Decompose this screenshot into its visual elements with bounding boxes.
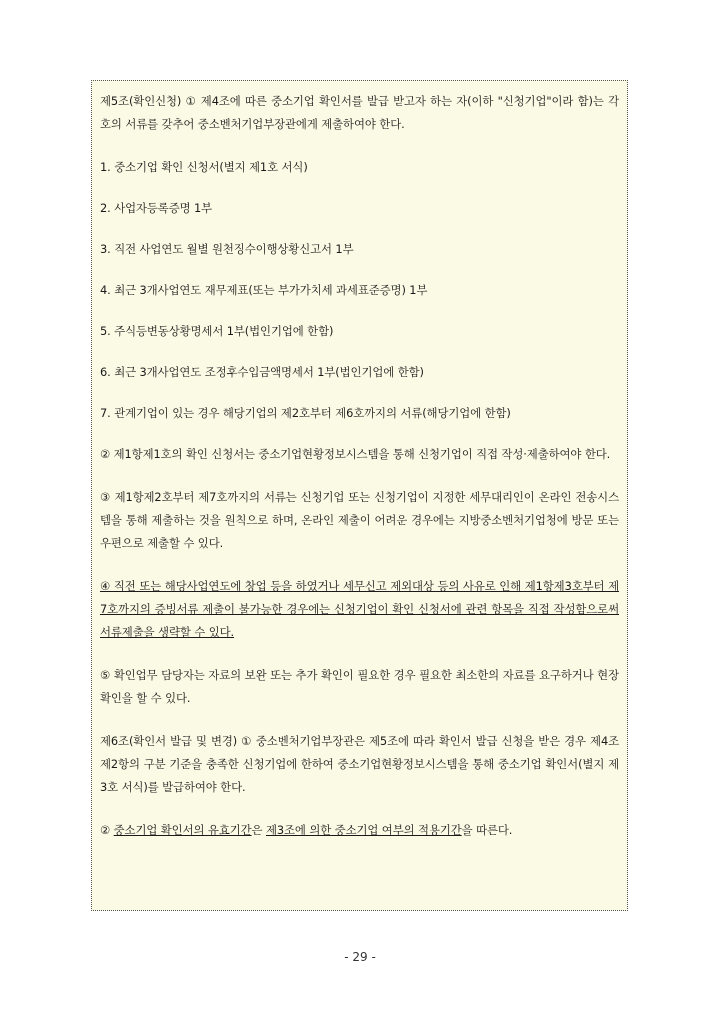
application-period-term: 제3조에 의한 중소기업 여부의 적용기간 [265, 823, 462, 837]
article6-p2-mid: 은 [251, 823, 266, 837]
article5-item-7: 7. 관계기업이 있는 경우 해당기업의 제2호부터 제6호까지의 서류(해당기업에 한함) [100, 406, 511, 420]
article5-paragraph-5: ⑤ 확인업무 담당자는 자료의 보완 또는 추가 확인이 필요한 경우 필요한 최소한의 자료를 요구하거나 현장 확인을 할 수 있다. [100, 668, 619, 705]
article5-item-3: 3. 직전 사업연도 월별 원천징수이행상황신고서 1부 [100, 242, 354, 256]
document-box [91, 80, 628, 911]
article5-paragraph-2: ② 제1항제1호의 확인 신청서는 중소기업현황정보시스템을 통해 신청기업이 직접 작성·제출하여야 한다. [100, 447, 611, 461]
article6-paragraph-2 [100, 819, 619, 842]
article5-item-5: 5. 주식등변동상황명세서 1부(법인기업에 한함) [100, 324, 334, 338]
article5-item-4: 4. 최근 3개사업연도 재무제표(또는 부가가치세 과세표준증명) 1부 [100, 283, 428, 297]
page-number: - 29 - [344, 950, 376, 964]
article6-p2-end: 을 따른다. [461, 823, 513, 837]
article5-paragraph-4: ④ 직전 또는 해당사업연도에 창업 등을 하였거나 세무신고 제외대상 등의 사유로 인해 제1항제3호부터 제7호까지의 증빙서류 제출이 불가능한 경우에는 신청기업이 확인 신청서에 관련 항목을 직접 작성함으로써 서류제출을 생략할 수 있다. [100, 579, 619, 639]
article5-paragraph-3: ③ 제1항제2호부터 제7호까지의 서류는 신청기업 또는 신청기업이 지정한 세무대리인이 온라인 전송시스템을 통해 제출하는 것을 원칙으로 하며, 온라인 제출이 어려운 경우에는 지방중소벤처기업청에 방문 또는 우편으로 제출할 수 있다. [100, 490, 619, 550]
article6-paragraph-1: 제6조(확인서 발급 및 변경) ① 중소벤처기업부장관은 제5조에 따라 확인서 발급 신청을 받은 경우 제4조제2항의 구분 기준을 충족한 신청기업에 한하여 중소기업현황정보시스템을 통해 중소기업 확인서(별지 제3호 서식)를 발급하여야 한다. [100, 734, 619, 794]
article6-p2-prefix: ② [100, 823, 114, 837]
article5-item-2: 2. 사업자등록증명 1부 [100, 201, 213, 215]
validity-period-term: 중소기업 확인서의 유효기간 [113, 823, 252, 837]
article5-item-1: 1. 중소기업 확인 신청서(별지 제1호 서식) [100, 160, 308, 174]
article5-paragraph-1: 제5조(확인신청) ① 제4조에 따른 중소기업 확인서를 발급 받고자 하는 자(이하 "신청기업"이라 함)는 각 호의 서류를 갖추어 중소벤처기업부장관에게 제출하여야 한다. [100, 94, 619, 131]
article5-item-6: 6. 최근 3개사업연도 조정후수입금액명세서 1부(법인기업에 한함) [100, 365, 424, 379]
